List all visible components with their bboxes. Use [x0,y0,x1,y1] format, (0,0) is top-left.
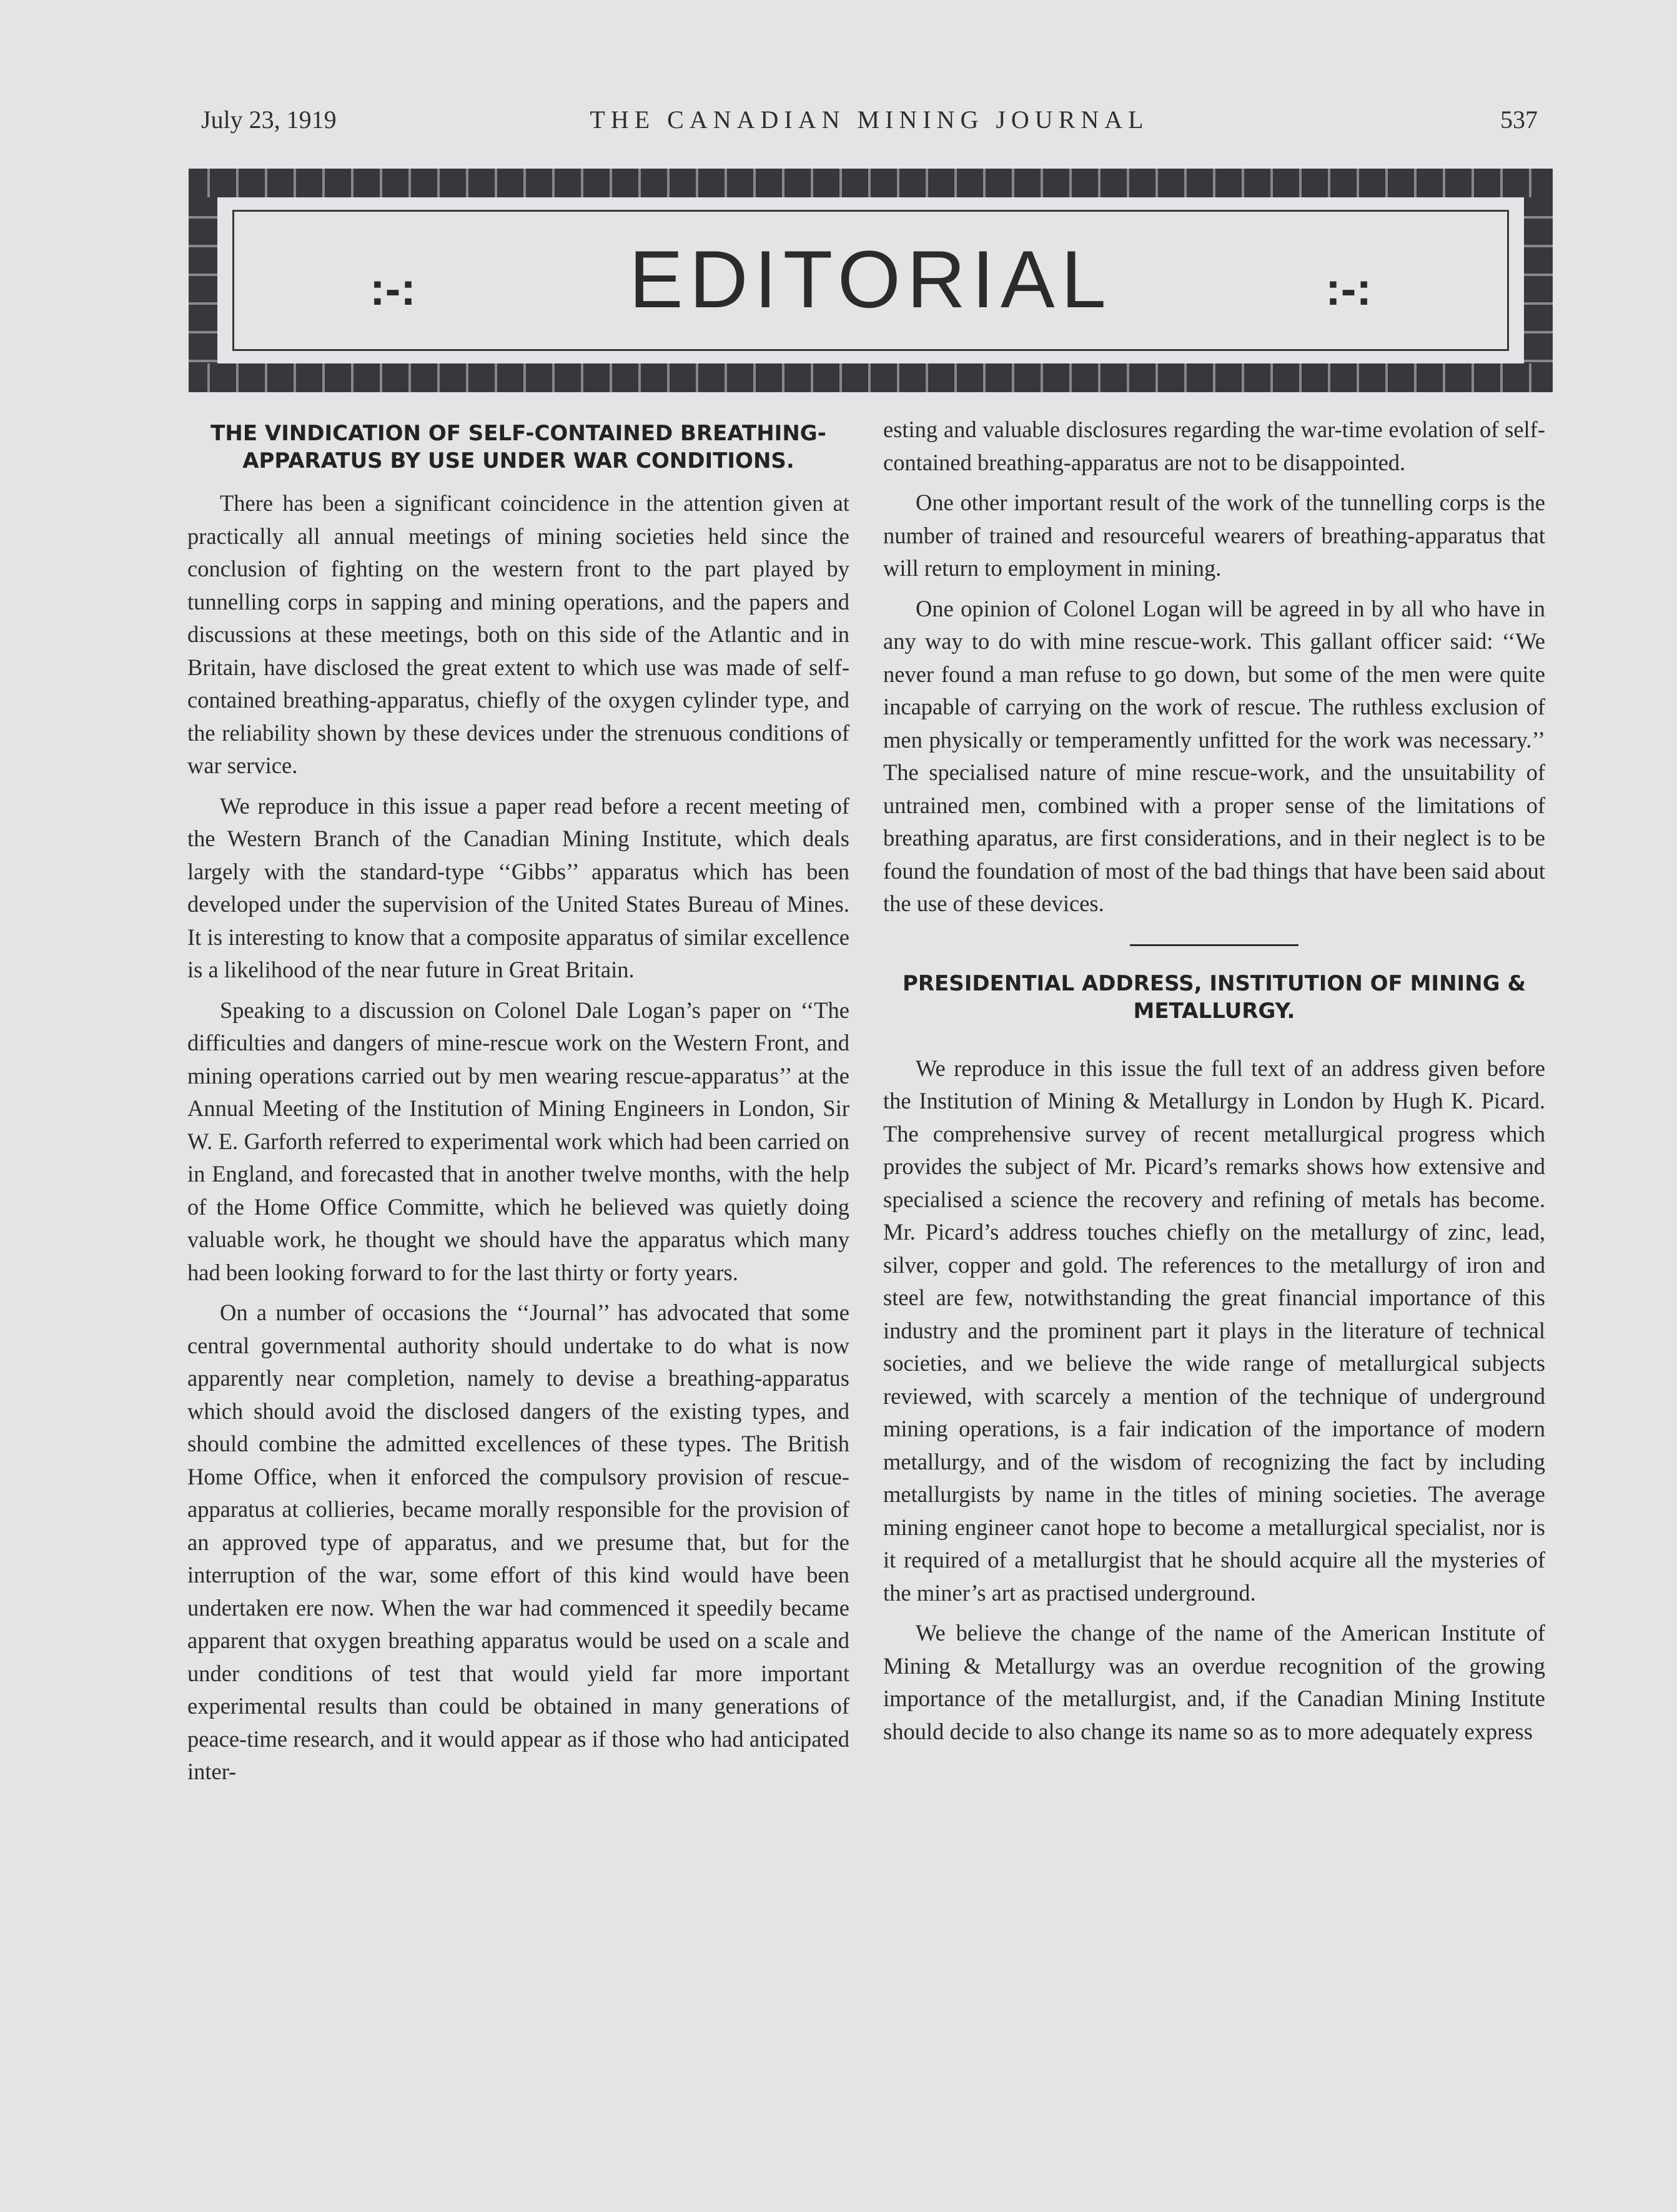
article-paragraph: On a number of occasions the ‘‘Journal’’ has advocated that some central governmental authority should undertake to do what is now apparently near completion, namely to devise a breathing-apparatus which should avoid the disclosed dangers of the existing types, and should combine the admitted excellences of these types. The British Home Office, when it enforced the compulsory provision of rescue-apparatus at collieries, became morally responsible for the provision of an approved type of apparatus, and we presume that, but for the interruption of the war, some effort of this kind would have been undertaken ere now. When the war had commenced it speedily became apparent that oxygen breathing apparatus would be used on a scale and under conditions of test that would yield far more important experimental results than could be obtained in many generations of peace-time research, and it would appear as if those who had anticipated inter- [187,1300,849,1784]
left-column [187,413,849,1796]
section-divider [1130,944,1299,946]
article-headline: THE VINDICATION OF SELF-CONTAINED BREATHING-APPARATUS BY USE UNDER WAR CONDITIONS. [210,421,826,473]
article-paragraph: There has been a significant coincidence in the attention given at practically all annual meetings of mining societies held since the conclusion of fighting on the western front to the part played by tunnelling corps in sapping and mining operations, and the papers and discussions at these meetings, both on this side of the Atlantic and in Britain, have disclosed the great extent to which use was made of self-contained breathing-apparatus, chiefly of the oxygen cylinder type, and the reliability shown by these devices under the strenuous conditions of war service. [187,490,849,778]
article-paragraph: We reproduce in this issue the full text of an address given before the Institution of Mining & Metallurgy in London by Hugh K. Picard. The comprehensive survey of recent metallurgical progress which provides the subject of Mr. Picard’s remarks shows how extensive and specialised a science the recovery and refining of metals has become. Mr. Picard’s address touches chiefly on the metallurgy of zinc, lead, silver, copper and gold. The references to the metallurgy of iron and steel are few, notwithstanding the great financial importance of this industry and the prominent part it plays in the literature of technical societies, and we believe the wide range of metallurgical subjects reviewed, with scarcely a mention of the technique of underground mining operations, is a fair indication of the importance of modern metallurgy, and of the wisdom of recognizing the fact by including metallurgists by name in the titles of mining societies. The average mining engineer canot hope to become a metallurgical specialist, nor is it required of a metallurgist that he should acquire all the mysteries of the miner’s art as practised underground. [883,1055,1545,1606]
article-paragraph: We believe the change of the name of the American Institute of Mining & Metallurgy was an overdue recognition of the growing importance of the metallurgist, and, if the Canadian Mining Institute should decide to also change its name so as to more adequately express [883,1620,1545,1744]
editorial-banner [189,169,1553,392]
section-title: EDITORIAL [629,234,1112,325]
article-paragraph: One other important result of the work of the tunnelling corps is the number of trained and resourceful wearers of breathing-apparatus that will return to employment in mining. [883,490,1545,581]
banner-ornament-right: :-: [1325,263,1372,315]
article-paragraph: We reproduce in this issue a paper read before a recent meeting of the Western Branch of the Canadian Mining Institute, which deals largely with the standard-type ‘‘Gibbs’’ apparatus which has been developed under the supervision of the United States Bureau of Mines. It is interesting to know that a composite apparatus of similar excellence is a likelihood of the near future in Great Britain. [187,792,849,982]
banner-ornament-left: :-: [370,263,416,315]
journal-title: THE CANADIAN MINING JOURNAL [590,106,1149,134]
article-headline: PRESIDENTIAL ADDRESS, INSTITUTION OF MINING & METALLURGY. [902,970,1526,1024]
right-column [883,413,1545,1755]
article-paragraph: One opinion of Colonel Logan will be agreed in by all who have in any way to do with mine rescue-work. This gallant officer said: ‘‘We never found a man refuse to go down, but some of the men were quite incapable of carrying on the work of rescue. The ruthless exclusion of men physically or temperamently unfitted for the work was necessary.’’ The specialised nature of mine rescue-work, and the unsuitability of untrained men, combined with a proper sense of the limitations of breathing aparatus, are first considerations, and in their neglect is to be found the foundation of most of the bad things that have been said about the use of these devices. [883,595,1545,916]
running-head [201,105,1538,142]
page-number: 537 [1500,106,1538,134]
article-paragraph-continued: esting and valuable disclosures regarding the war-time evolation of self-contained breathing-apparatus are not to be disappointed. [883,417,1545,475]
ornamental-border-bottom [189,363,1553,392]
issue-date: July 23, 1919 [201,106,337,134]
ornamental-border-top [189,169,1553,197]
article-paragraph: Speaking to a discussion on Colonel Dale Logan’s paper on ‘‘The difficulties and dangers of mine-rescue work on the Western Front, and mining operations carried out by men wearing rescue-apparatus’’ at the Annual Meeting of the Institution of Mining Engineers in London, Sir W. E. Garforth referred to experimental work which had been carried on in England, and forecasted that in another twelve months, with the help of the Home Office Committe, which he believed was quietly doing valuable work, he thought we should have the apparatus which many had been looking forward to for the last thirty or forty years. [187,997,849,1285]
